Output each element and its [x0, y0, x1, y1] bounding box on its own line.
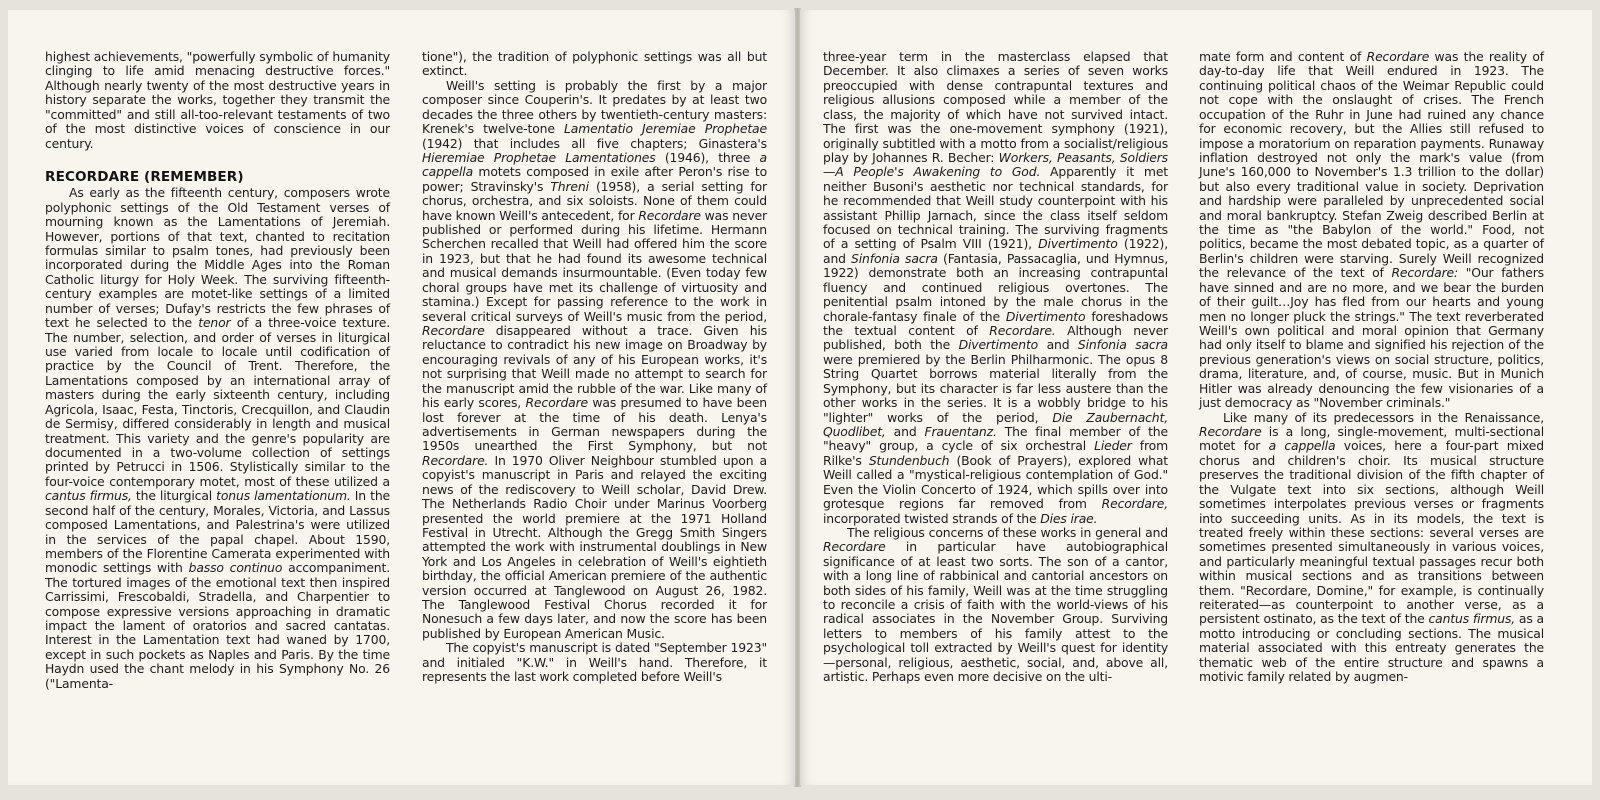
right-page-column-2: [1199, 50, 1544, 685]
religious-concerns-paragraph: The religious concerns of these works in general and Recordare in particular have autobiographical significance of at least two sorts. The son of a cantor, with a long line of rabbinical and cantorial ancestors on both sides of his family, Weill was at the time struggling to reconcile a crisis of faith with the world-views of his radical associates in the November Group. Surviving letters to members of his family attest to the psychological toll extracted by Weill's quest for identity—personal, religious, aesthetic, social, and, above all, artistic. Perhaps even more decisive on the ulti-: [823, 524, 1168, 685]
weimar-paragraph: mate form and content of Recordare was the reality of day-to-day life that Weill endured in 1923. The continuing political chaos of the Weimar Republic could not cope with the onslaught of crises. The French occupation of the Ruhr in June had ruined any chance for economic recovery, but the Allies still refused to impose a moratorium on reparation payments. Runaway inflation destroyed not only the mark's value (from June's 160,000 to November's 1.3 trillion to the dollar) but also every traditional value in society. Deprivation and hardship were paralleled by unprecedented social and moral bankruptcy. Stefan Zweig described Berlin at the time as "the Babylon of the world." Food, not politics, became the most debated topic, as a quarter of Berlin's children were starving. Surely Weill recognized the relevance of the text of Recordare: "Our fathers have sinned and are no more, and we bear the burden of their guilt…Joy has fled from our hearts and young men no longer pluck the strings." The text reverberated Weill's own political and moral opinion that Germany had only itself to blame and signified his rejection of the previous generation's views on social structure, politics, drama, literature, and, of course, music. But in Munich Hitler was already denouncing the few visionaries of a just democracy as "November criminals.": [1199, 49, 1545, 411]
left-page: [8, 10, 795, 785]
weill-setting-paragraph: Weill's setting is probably the first by a major composer since Couperin's. It predates by at least two decades the three others by twentieth-century masters: Krenek's twelve-tone Lamentatio Jeremiae Prophetae (1942) that includes all five chapters; Ginastera's Hieremiae Prophetae Lamentationes (1946), three a cappella motets composed in exile after Peron's rise to power; Stravinsky's Threni (1958), a serial setting for chorus, orchestra, and six soloists. None of them could have known Weill's antecedent, for Recordare was never published or performed during his lifetime. Hermann Scherchen recalled that Weill had offered him the score in 1923, but that he had found its awesome technical and musical demands insurmountable. (Even today few choral groups have met its challenge of virtuosity and stamina.) Except for passing reference to the work in several critical surveys of Weill's music from the period, Recordare disappeared without a trace. Given his reluctance to contradict his new image on Broadway by encouraging revivals of any of his European works, it's not surprising that Weill made no attempt to search for the manuscript amid the rubble of the war. Like many of his early scores, Recordare was presumed to have been lost forever at the time of his death. Lenya's advertisements in German newspapers during the 1950s unearthed the First Symphony, but not Recordare. In 1970 Oliver Neighbour stumbled upon a copyist's manuscript in Paris and relayed the exciting news of the rediscovery to Weill scholar, David Drew. The Netherlands Radio Choir under Marinus Voorberg presented the world premiere at the 1971 Holland Festival in Utrecht. Although the Gregg Smith Singers attempted the work with instrumental doublings in New York and Los Angeles in celebration of Weill's eightieth birthday, the official American premiere of the authentic version occurred at Tanglewood on August 26, 1982. The Tanglewood Festival Chorus recorded it for Nonesuch a few days later, and now the score has been published by European American Music.: [422, 77, 768, 641]
right-page-column-1: [823, 50, 1168, 685]
structure-paragraph: Like many of its predecessors in the Renaissance, Recordare is a long, single-movement, multi-sectional motet for a cappella voices, here a four-part mixed chorus and children's choir. Its musical structure preserves the traditional division of the fifth chapter of the Vulgate text into six sections, although Weill sometimes interpolates previous verses or fragments into succeeding units. As in its models, the text is treated freely within these sections: several verses are sometimes presented simultaneously in various voices, and particularly meaningful textual passages recur both within musical sections and as transitions between them. "Recordare, Domine," for example, is continually reiterated—as counterpoint to another verse, as a persistent ostinato, as the text of the cantus firmus, as a motto introducing or concluding sections. The musical material associated with this entreaty generates the thematic web of the entire structure and spawns a motivic family related by augmen-: [1199, 409, 1544, 685]
left-page-column-1: [45, 50, 390, 691]
continued-paragraph: tione"), the tradition of polyphonic settings was all but extinct.: [422, 49, 767, 79]
left-page-column-2: [422, 50, 767, 685]
intro-paragraph: highest achievements, "powerfully symbolic of humanity clinging to life amid menacing destructive forces." Although nearly twenty of the most destructive years in history separate the works, together they transmit the "committed" and still all-too-relevant testaments of two of the most distinctive voices of conscience in our century.: [45, 49, 390, 151]
manuscript-paragraph: The copyist's manuscript is dated "September 1923" and initialed "K.W." in Weill's hand. Therefore, it represents the last work completed before Weill's: [422, 640, 767, 685]
right-page: [800, 10, 1592, 785]
masterclass-paragraph: three-year term in the masterclass elapsed that December. It also climaxes a series of seven works preoccupied with dense contrapuntal textures and religious allusions composed while a member of the class, the majority of which have not survived intact. The first was the one-movement symphony (1921), originally subtitled with a motto from a socialist/religious play by Johannes R. Becher: Workers, Peasants, Soldiers—A People's Awakening to God. Apparently it met neither Busoni's aesthetic nor technical standards, for he recommended that Weill study counterpoint with his assistant Phillip Jarnach, since the class itself seldom focused on technical training. The surviving fragments of a setting of Psalm VIII (1921), Divertimento (1922), and Sinfonia sacra (Fantasia, Passacaglia, und Hymnus, 1922) demonstrate both an increasing contrapuntal fluency and continued religious overtones. The penitential psalm intoned by the male chorus in the chorale-fantasy finale of the Divertimento foreshadows the textual content of Recordare. Although never published, both the Divertimento and Sinfonia sacra were premiered by the Berlin Philharmonic. The opus 8 String Quartet borrows material literally from the Symphony, but its character is far less austere than the other works in the series. It is a wobbly bridge to his "lighter" works of the period, Die Zaubernacht, Quodlibet, and Frauentanz. The final member of the "heavy" group, a cycle of six orchestral Lieder from Rilke's Stundenbuch (Book of Prayers), explored what Weill called a "mystical-religious contemplation of God." Even the Violin Concerto of 1924, which spills over into grotesque regions far removed from Recordare, incorporated twisted strands of the Dies irae.: [823, 49, 1169, 526]
section-heading: RECORDARE (REMEMBER): [45, 168, 244, 185]
lamentations-paragraph: As early as the fifteenth century, composers wrote polyphonic settings of the Old Testament verses of mourning known as the Lamentations of Jeremiah. However, portions of that text, chanted to recitation formulas similar to psalm tones, had previously been incorporated during the Middle Ages into the Roman Catholic liturgy for Holy Week. The surviving fifteenth-century examples are motet-like settings of a limited number of verses; Dufay's restricts the few phrases of text he selected to the tenor of a three-voice texture. The number, selection, and order of verses in liturgical use varied from locale to locale until codification of practice by the Council of Trent. Therefore, the Lamentations composed by an international array of masters during the early sixteenth century, including Agricola, Isaac, Festa, Tinctoris, Crecquillon, and Claudin de Sermisy, differed considerably in length and musical treatment. This variety and the genre's popularity are documented in a two-volume collection of settings printed by Petrucci in 1506. Stylistically similar to the four-voice contemporary motet, most of these utilized a cantus firmus, the liturgical tonus lamentationum. In the second half of the century, Morales, Victoria, and Lassus composed Lamentations, and Palestrina's were utilized in the services of the papal chapel. About 1590, members of the Florentine Camerata experimented with monodic settings with basso continuo accompaniment. The tortured images of the emotional text then inspired Carrissimi, Frescobaldi, Stradella, and Charpentier to compose expressive versions approaching in dramatic impact the lament of oratorios and sacred cantatas. Interest in the Lamentation text had waned by 1700, except in such pockets as Naples and Paris. By the time Haydn used the chant melody in his Symphony No. 26 ("Lamenta-: [45, 185, 391, 691]
